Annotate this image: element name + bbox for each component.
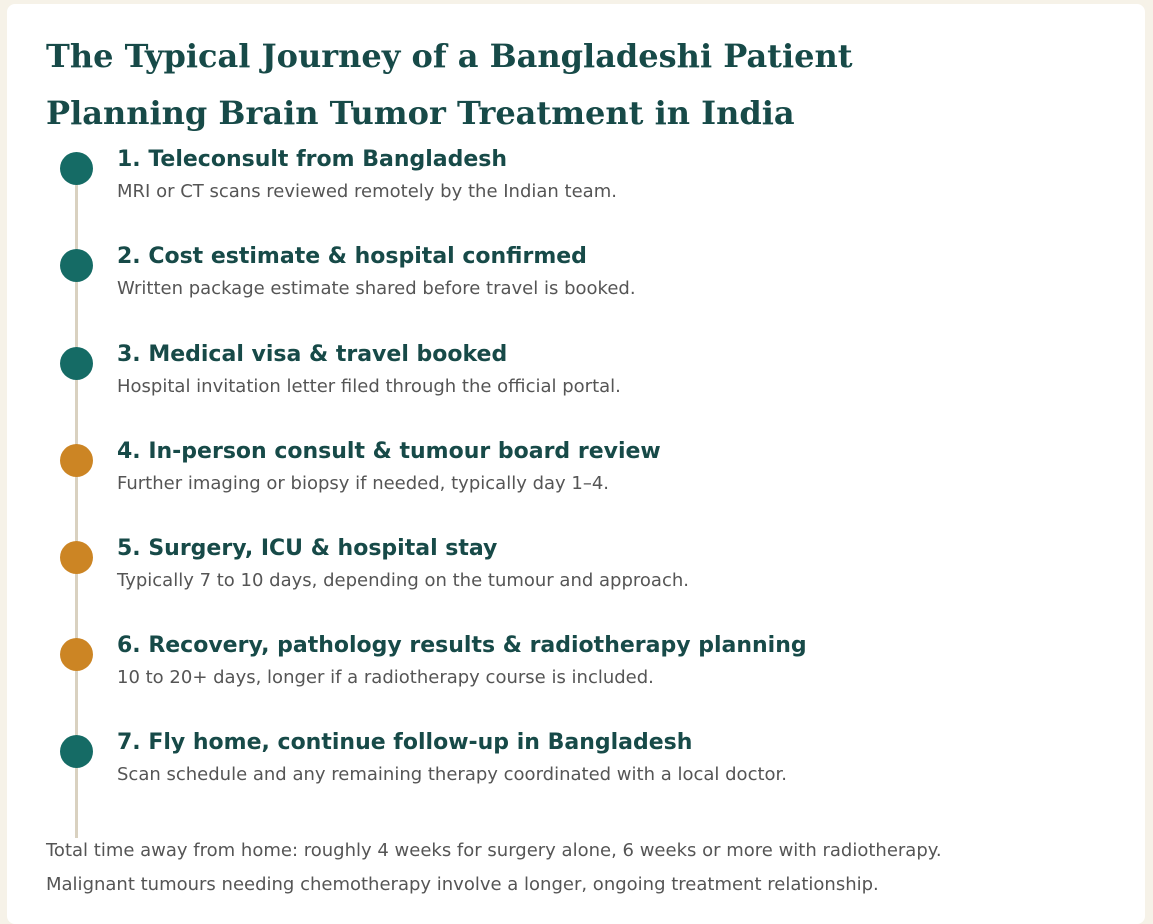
step-4-marker-dot (60, 444, 93, 477)
timeline-step-3 (0, 341, 1100, 421)
page-title (46, 28, 853, 142)
step-1-title: 1. Teleconsult from Bangladesh (117, 147, 508, 172)
step-6-marker-dot (60, 638, 93, 671)
step-4-title: 4. In-person consult & tumour board review (117, 439, 661, 464)
timeline-step-2 (0, 243, 1100, 323)
timeline-step-4 (0, 438, 1100, 518)
timeline-step-5 (0, 535, 1100, 615)
step-5-description: Typically 7 to 10 days, depending on the tumour and approach. (117, 570, 689, 591)
footer-note (46, 834, 942, 902)
step-4-description: Further imaging or biopsy if needed, typically day 1–4. (117, 473, 610, 494)
step-5-marker-dot (60, 541, 93, 574)
title-line-1: The Typical Journey of a Bangladeshi Patient (46, 37, 853, 75)
step-2-description: Written package estimate shared before travel is booked. (117, 278, 636, 299)
step-5-title: 5. Surgery, ICU & hospital stay (117, 536, 498, 561)
step-7-marker-dot (60, 735, 93, 768)
step-2-marker-dot (60, 249, 93, 282)
footer-line-1: Total time away from home: roughly 4 weeks for surgery alone, 6 weeks or more with radiotherapy. (46, 840, 942, 861)
step-3-title: 3. Medical visa & travel booked (117, 342, 508, 367)
footer-line-2: Malignant tumours needing chemotherapy involve a longer, ongoing treatment relationship. (46, 874, 879, 895)
step-3-marker-dot (60, 347, 93, 380)
timeline-step-1 (0, 146, 1100, 226)
step-6-title: 6. Recovery, pathology results & radiotherapy planning (117, 633, 807, 658)
step-3-description: Hospital invitation letter filed through the official portal. (117, 376, 621, 397)
timeline-step-6 (0, 632, 1100, 712)
step-1-marker-dot (60, 152, 93, 185)
step-6-description: 10 to 20+ days, longer if a radiotherapy course is included. (117, 667, 654, 688)
step-2-title: 2. Cost estimate & hospital confirmed (117, 244, 587, 269)
title-line-2: Planning Brain Tumor Treatment in India (46, 94, 795, 132)
timeline-step-7 (0, 729, 1100, 809)
step-7-description: Scan schedule and any remaining therapy coordinated with a local doctor. (117, 764, 787, 785)
step-7-title: 7. Fly home, continue follow-up in Bangladesh (117, 730, 693, 755)
step-1-description: MRI or CT scans reviewed remotely by the Indian team. (117, 181, 617, 202)
